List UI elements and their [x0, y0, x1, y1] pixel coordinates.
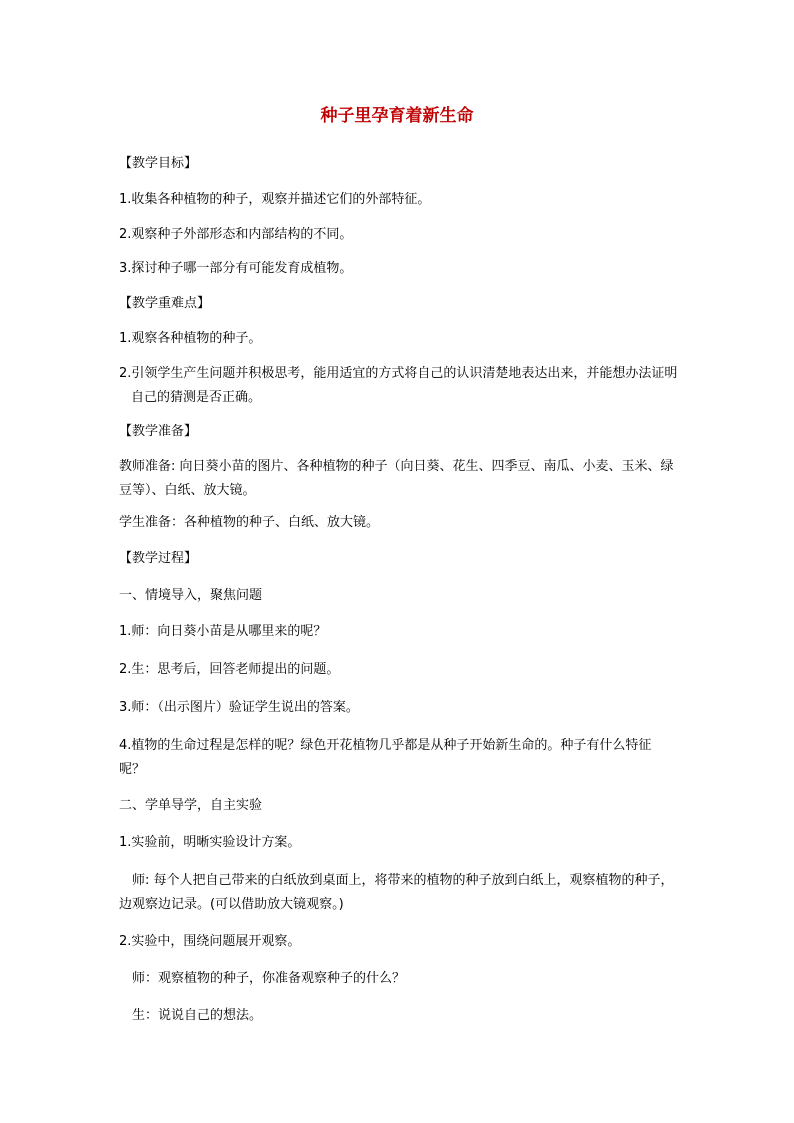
process-part2-step: 1.实验前，明晰实验设计方案。: [119, 835, 301, 850]
keypoints-heading: 【教学重难点】: [119, 296, 211, 311]
process-part1-item: 2.生：思考后，回答老师提出的问题。: [119, 662, 340, 677]
process-part2-student-line: 生：说说自己的想法。: [132, 1008, 263, 1023]
process-part1-item: 1.师：向日葵小苗是从哪里来的呢？: [119, 624, 327, 639]
keypoint-item: 2.引领学生产生问题并积极思考，能用适宜的方式将自己的认识清楚地表达出来，并能想办法证明自己的猜测是否正确。: [119, 366, 678, 405]
preparation-heading: 【教学准备】: [119, 424, 198, 439]
process-part1-title: 一、情境导入，聚焦问题: [119, 588, 263, 603]
process-part2-teacher-line: 师：观察植物的种子，你准备观察种子的什么？: [132, 971, 406, 986]
process-part2-step: 2.实验中，围绕问题展开观察。: [119, 934, 301, 949]
objectives-heading: 【教学目标】: [119, 156, 198, 171]
process-part2-title: 二、学单导学，自主实验: [119, 798, 263, 813]
objective-item: 2.观察种子外部形态和内部结构的不同。: [119, 227, 353, 242]
student-preparation: 学生准备：各种植物的种子、白纸、放大镜。: [119, 515, 380, 530]
objective-item: 3.探讨种子哪一部分有可能发育成植物。: [119, 261, 353, 276]
objective-item: 1.收集各种植物的种子，观察并描述它们的外部特征。: [119, 192, 431, 207]
process-part2-detail: 师: 每个人把自己带来的白纸放到桌面上，将带来的植物的种子放到白纸上，观察植物的种子，边观察边记录。(可以借助放大镜观察。): [119, 873, 674, 912]
process-part1-item: 3.师：（出示图片）验证学生说出的答案。: [119, 700, 359, 715]
keypoint-item: 1.观察各种植物的种子。: [119, 331, 262, 346]
page-title: 种子里孕育着新生命: [320, 106, 474, 126]
teacher-preparation: 教师准备: 向日葵小苗的图片、各种植物的种子（向日葵、花生、四季豆、南瓜、小麦、玉米、绿豆等）、白纸、放大镜。: [119, 459, 674, 498]
process-part1-item: 4.植物的生命过程是怎样的呢？绿色开花植物几乎都是从种子开始新生命的。种子有什么特征呢？: [119, 738, 652, 777]
process-heading: 【教学过程】: [119, 551, 198, 566]
